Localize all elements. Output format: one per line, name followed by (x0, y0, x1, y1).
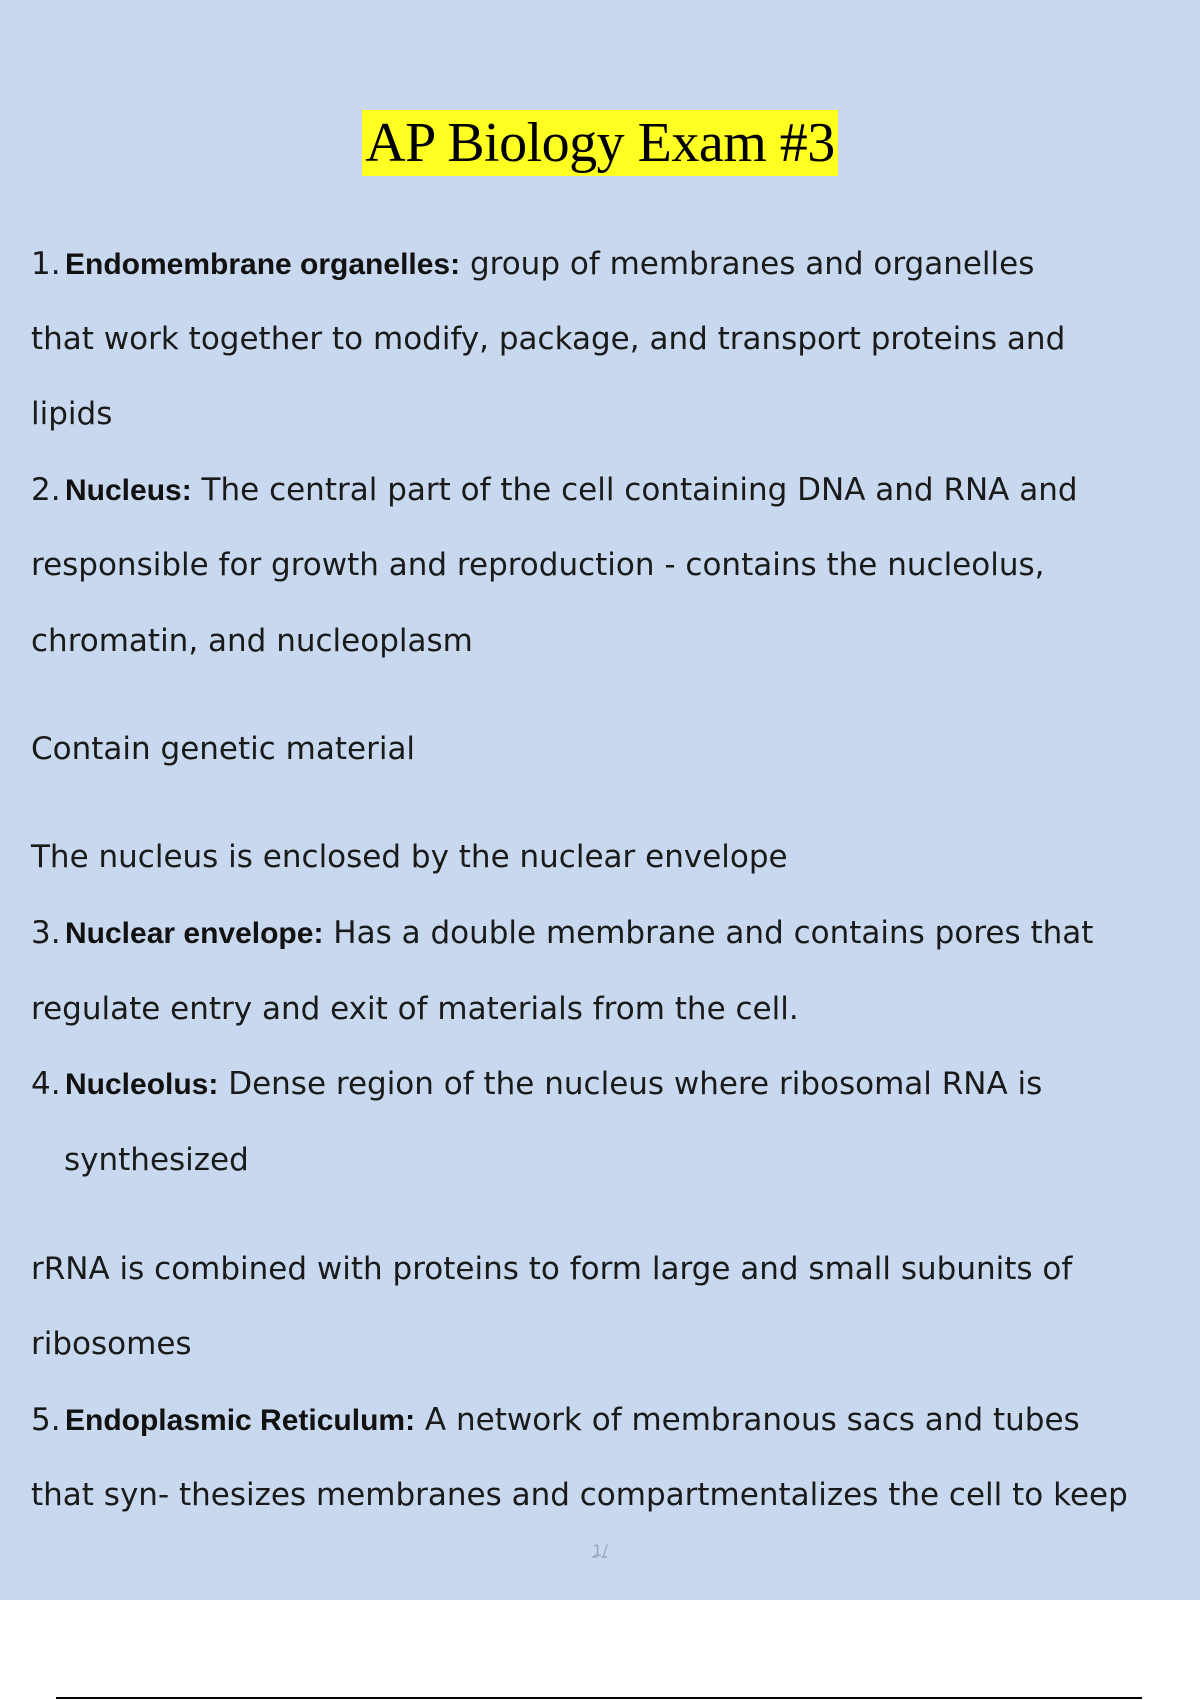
note-rrna-line-2: ribosomes (31, 1326, 192, 1362)
footer-divider (56, 1697, 1142, 1699)
document-title: AP Biology Exam #3 (362, 110, 838, 176)
item-4-line-1 (31, 1066, 1042, 1103)
item-term: Nuclear envelope: (65, 917, 324, 950)
item-number: 3. (31, 915, 61, 951)
item-4-line-2: synthesized (64, 1142, 249, 1178)
item-definition: Has a double membrane and contains pores that (323, 915, 1094, 951)
item-number: 4. (31, 1066, 61, 1102)
item-term: Nucleolus: (65, 1068, 219, 1101)
item-number: 5. (31, 1402, 61, 1438)
note-nuclear-envelope: The nucleus is enclosed by the nuclear envelope (31, 839, 788, 875)
item-3-line-1 (31, 915, 1093, 952)
item-term: Nucleus: (65, 474, 192, 507)
item-term: Endomembrane organelles: (65, 248, 461, 281)
item-definition: The central part of the cell containing DNA and RNA and (191, 472, 1078, 508)
item-2-line-2: responsible for growth and reproduction - contains the nucleolus, (31, 547, 1045, 583)
page-number: 1/ (592, 1541, 608, 1560)
title-container (0, 110, 1200, 176)
item-1-line-2: that work together to modify, package, and transport proteins and (31, 321, 1066, 357)
item-number: 1. (31, 246, 61, 282)
item-5-line-2: that syn- thesizes membranes and compartmentalizes the cell to keep (31, 1477, 1128, 1513)
item-number: 2. (31, 472, 61, 508)
item-1-line-1 (31, 246, 1034, 283)
item-definition: Dense region of the nucleus where ribosomal RNA is (218, 1066, 1043, 1102)
item-definition: A network of membranous sacs and tubes (415, 1402, 1080, 1438)
item-2-line-3: chromatin, and nucleoplasm (31, 623, 473, 659)
note-rrna-line-1: rRNA is combined with proteins to form large and small subunits of (31, 1251, 1073, 1287)
item-term: Endoplasmic Reticulum: (65, 1404, 416, 1437)
item-3-line-2: regulate entry and exit of materials from the cell. (31, 991, 799, 1027)
item-1-line-3: lipids (31, 396, 113, 432)
note-genetic-material: Contain genetic material (31, 731, 416, 767)
item-2-line-1 (31, 472, 1078, 509)
item-5-line-1 (31, 1402, 1080, 1439)
item-definition: group of membranes and organelles (460, 246, 1035, 282)
